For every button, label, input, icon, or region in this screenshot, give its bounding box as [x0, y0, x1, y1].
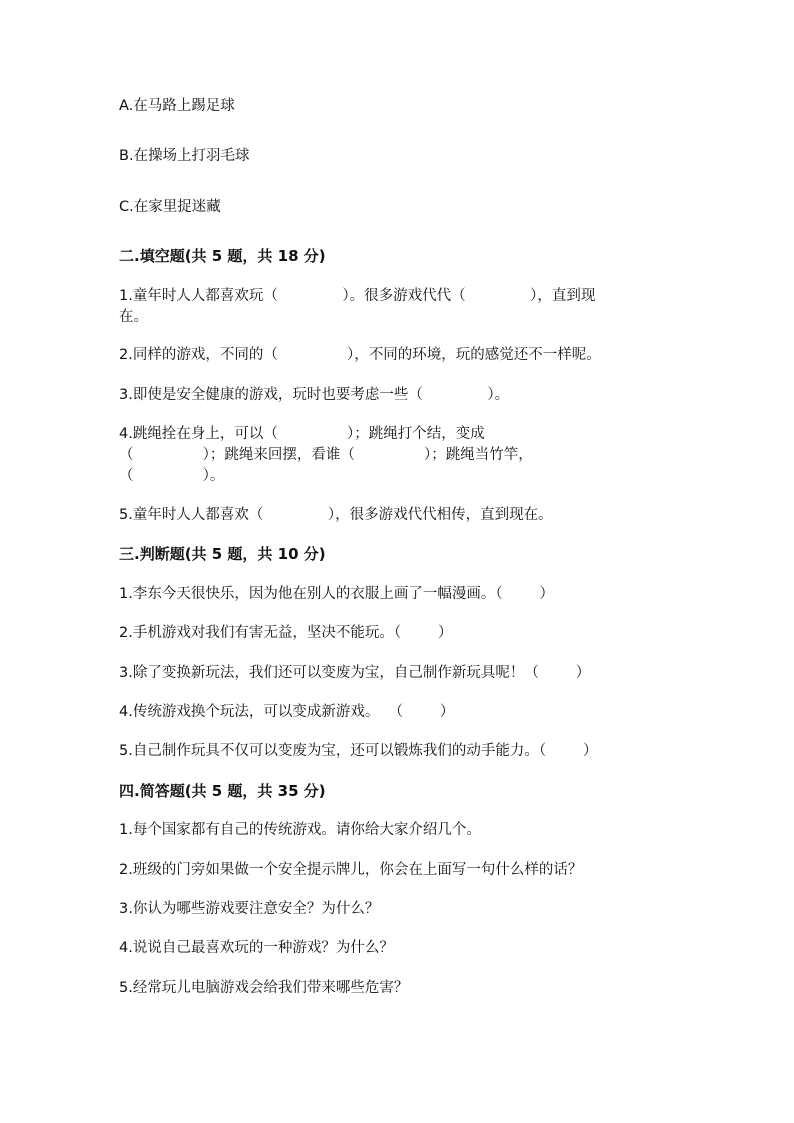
short-answer-question-4: 4.说说自己最喜欢玩的一种游戏？为什么？: [119, 940, 394, 956]
judge-question-5: 5.自己制作玩具不仅可以变废为宝，还可以锻炼我们的动手能力。（ ）: [119, 743, 598, 759]
short-answer-question-3: 3.你认为哪些游戏要注意安全？为什么？: [119, 901, 380, 917]
judge-question-4: 4.传统游戏换个玩法，可以变成新游戏。 （ ）: [119, 704, 455, 720]
fill-question-4-line-1: 4.跳绳拴在身上，可以（ ）；跳绳打个结，变成: [119, 426, 485, 442]
fill-section-heading: 二.填空题(共 5 题，共 18 分): [119, 247, 326, 265]
judge-section-heading: 三.判断题(共 5 题，共 10 分): [119, 545, 326, 563]
short-answer-section-heading: 四.简答题(共 5 题，共 35 分): [119, 782, 326, 800]
judge-question-2: 2.手机游戏对我们有害无益，坚决不能玩。（ ）: [119, 625, 453, 641]
fill-question-2: 2.同样的游戏，不同的（ ），不同的环境，玩的感觉还不一样呢。: [119, 347, 601, 363]
fill-question-1-line-2: 在。: [119, 309, 148, 325]
fill-question-4-line-3: （ ）。: [119, 468, 225, 484]
short-answer-question-1: 1.每个国家都有自己的传统游戏。请你给大家介绍几个。: [119, 822, 481, 838]
option-a: A.在马路上踢足球: [119, 98, 235, 114]
fill-question-1-line-1: 1.童年时人人都喜欢玩（ ）。很多游戏代代（ ），直到现: [119, 288, 596, 304]
judge-question-3: 3.除了变换新玩法，我们还可以变废为宝，自己制作新玩具呢！（ ）: [119, 665, 591, 681]
fill-question-5: 5.童年时人人都喜欢（ ），很多游戏代代相传，直到现在。: [119, 507, 553, 523]
short-answer-question-2: 2.班级的门旁如果做一个安全提示牌儿，你会在上面写一句什么样的话？: [119, 862, 583, 878]
option-b: B.在操场上打羽毛球: [119, 148, 250, 164]
fill-question-3: 3.即使是安全健康的游戏，玩时也要考虑一些（ ）。: [119, 387, 510, 403]
judge-question-1: 1.李东今天很快乐，因为他在别人的衣服上画了一幅漫画。（ ）: [119, 586, 554, 602]
option-c: C.在家里捉迷藏: [119, 199, 221, 215]
fill-question-4-line-2: （ ）；跳绳来回摆，看谁（ ）；跳绳当竹竿，: [119, 447, 533, 463]
short-answer-question-5: 5.经常玩儿电脑游戏会给我们带来哪些危害？: [119, 980, 409, 996]
